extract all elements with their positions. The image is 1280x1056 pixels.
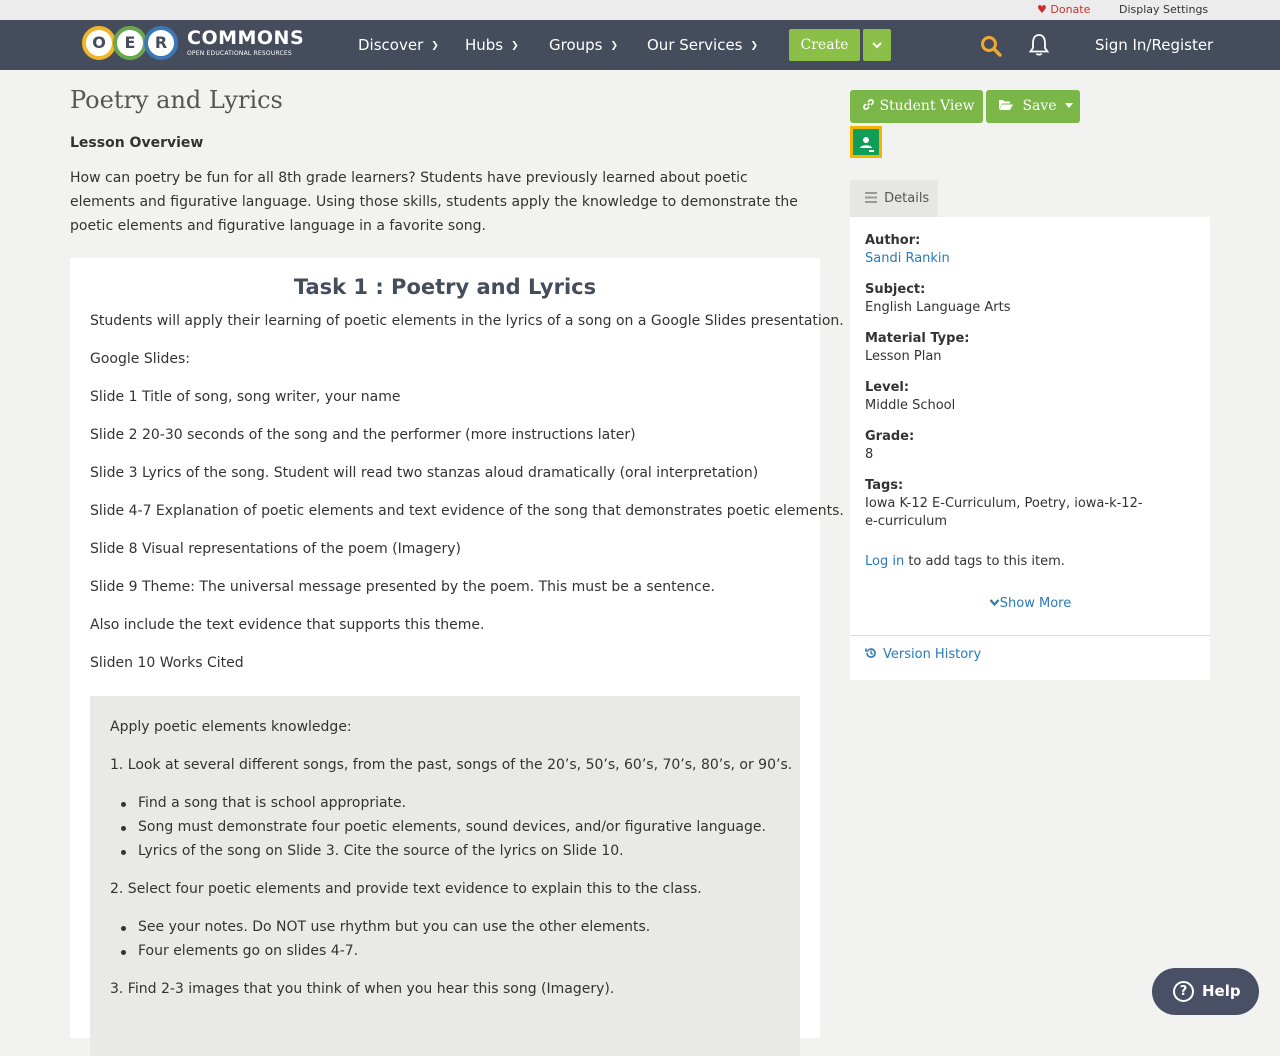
details-divider bbox=[850, 635, 1210, 636]
folder-open-icon bbox=[998, 99, 1014, 111]
question-circle-icon: ? bbox=[1173, 981, 1194, 1002]
login-link[interactable]: Log in bbox=[865, 554, 905, 569]
author-label: Author: bbox=[865, 233, 921, 248]
sign-in-register-link[interactable]: Sign In/Register bbox=[1095, 36, 1214, 54]
chevron-down-icon bbox=[871, 39, 883, 51]
create-button[interactable]: Create bbox=[789, 29, 860, 61]
list-item: See your notes. Do NOT use rhythm but you can use the other elements. bbox=[138, 919, 651, 935]
instructions-box bbox=[90, 696, 800, 1056]
heart-icon: ♥ bbox=[1037, 3, 1047, 16]
login-suffix: to add tags to this item. bbox=[904, 554, 1065, 569]
list-item: Four elements go on slides 4-7. bbox=[138, 943, 359, 959]
nav-our-services[interactable] bbox=[647, 36, 758, 54]
chevron-down-icon: ❯ bbox=[511, 41, 519, 51]
task-paragraph: Slide 8 Visual representations of the poem (Imagery) bbox=[90, 541, 461, 557]
task-content-card bbox=[70, 258, 844, 1038]
classroom-icon-inner bbox=[853, 129, 879, 155]
student-view-label: Student View bbox=[879, 98, 975, 114]
task-paragraph: Slide 2 20-30 seconds of the song and the performer (more instructions later) bbox=[90, 427, 636, 443]
nav-groups-label: Groups bbox=[549, 36, 603, 54]
show-more-label: Show More bbox=[999, 596, 1072, 611]
google-classroom-share-icon[interactable] bbox=[850, 126, 882, 158]
author-value bbox=[865, 250, 1185, 268]
box-step-2: 2. Select four poetic elements and provide text evidence to explain this to the class. bbox=[110, 881, 702, 897]
task-paragraph: Students will apply their learning of poetic elements in the lyrics of a song on a Google Slides presentation. bbox=[90, 313, 844, 329]
box-intro: Apply poetic elements knowledge: bbox=[110, 719, 352, 735]
level-label: Level: bbox=[865, 380, 910, 395]
nav-discover-label: Discover bbox=[358, 36, 424, 54]
tab-details[interactable] bbox=[850, 180, 938, 218]
chevron-down-icon bbox=[989, 598, 1000, 607]
donate-label: Donate bbox=[1050, 3, 1091, 16]
search-icon[interactable] bbox=[980, 35, 1002, 57]
list-item: Find a song that is school appropriate. bbox=[138, 795, 407, 811]
logo-letter-r: R bbox=[144, 26, 178, 60]
page-title: Poetry and Lyrics bbox=[70, 86, 283, 114]
chevron-down-icon: ❯ bbox=[431, 41, 439, 51]
task-paragraph: Slide 1 Title of song, song writer, your name bbox=[90, 389, 401, 405]
level-value: Middle School bbox=[865, 398, 956, 413]
create-dropdown-toggle[interactable] bbox=[863, 29, 891, 61]
bell-icon[interactable] bbox=[1028, 33, 1050, 57]
nav-hubs-label: Hubs bbox=[465, 36, 504, 54]
grade-label: Grade: bbox=[865, 429, 915, 444]
list-icon bbox=[865, 192, 877, 203]
task-paragraph: Sliden 10 Works Cited bbox=[90, 655, 244, 671]
subject-value: English Language Arts bbox=[865, 300, 1011, 315]
nav-our-services-label: Our Services bbox=[647, 36, 743, 54]
task-paragraph: Slide 3 Lyrics of the song. Student will read two stanzas aloud dramatically (oral interpretation) bbox=[90, 465, 759, 481]
author-link[interactable]: Sandi Rankin bbox=[865, 251, 950, 266]
tags-value: Iowa K-12 E-Curriculum, Poetry, iowa-k-12-e-curriculum bbox=[865, 496, 1143, 529]
nav-groups[interactable] bbox=[549, 36, 618, 54]
donate-link[interactable] bbox=[1037, 3, 1090, 16]
help-button[interactable] bbox=[1152, 968, 1259, 1015]
subject-label: Subject: bbox=[865, 282, 926, 297]
utility-bar bbox=[0, 0, 1280, 20]
material-type-label: Material Type: bbox=[865, 331, 970, 346]
nav-discover[interactable] bbox=[358, 36, 439, 54]
history-icon bbox=[865, 647, 877, 659]
oer-commons-logo[interactable] bbox=[82, 26, 305, 62]
material-type-value: Lesson Plan bbox=[865, 349, 942, 364]
save-button[interactable] bbox=[986, 90, 1080, 123]
save-label: Save bbox=[1022, 98, 1057, 114]
lesson-overview-text: How can poetry be fun for all 8th grade learners? Students have previously learned about poetic elements and figurative language. Using those skills, students apply the knowledge to demonstrate the poetic elements and figurative language in a favorite song. bbox=[70, 170, 798, 234]
chevron-down-icon: ❯ bbox=[610, 41, 619, 51]
task-paragraph: Slide 9 Theme: The universal message presented by the poem. This must be a sentence. bbox=[90, 579, 715, 595]
link-icon bbox=[862, 98, 875, 111]
list-item: Lyrics of the song on Slide 3. Cite the source of the lyrics on Slide 10. bbox=[138, 843, 624, 859]
details-panel bbox=[850, 217, 1210, 680]
tags-label: Tags: bbox=[865, 478, 904, 493]
task-title: Task 1 : Poetry and Lyrics bbox=[293, 275, 597, 299]
classroom-person-icon bbox=[853, 129, 879, 155]
logo-wordmark: COMMONS bbox=[187, 27, 305, 49]
version-history-link[interactable] bbox=[865, 647, 981, 662]
main-navbar bbox=[0, 20, 1280, 70]
logo-subtitle: OPEN EDUCATIONAL RESOURCES bbox=[187, 50, 292, 57]
box-step-3: 3. Find 2-3 images that you think of when you hear this song (Imagery). bbox=[110, 981, 615, 997]
grade-value: 8 bbox=[865, 447, 874, 462]
list-item: Song must demonstrate four poetic elements, sound devices, and/or figurative language. bbox=[138, 819, 766, 835]
login-to-tag-text bbox=[865, 553, 1185, 571]
logo-letter-o: O bbox=[82, 26, 116, 60]
version-history-label: Version History bbox=[883, 647, 982, 662]
lesson-overview-heading: Lesson Overview bbox=[70, 135, 204, 151]
task-paragraph: Slide 4-7 Explanation of poetic elements and text evidence of the song that demonstrates poetic elements. bbox=[90, 503, 844, 519]
help-label: Help bbox=[1202, 982, 1241, 1000]
student-view-button[interactable] bbox=[850, 90, 983, 123]
box-step-1: 1. Look at several different songs, from the past, songs of the 20’s, 50’s, 60’s, 70’s, 80’s, or 90’s. bbox=[110, 757, 793, 773]
show-more-link[interactable] bbox=[850, 596, 1210, 611]
caret-down-icon bbox=[1065, 103, 1073, 108]
display-settings-link[interactable]: Display Settings bbox=[1119, 3, 1209, 16]
logo-letter-e: E bbox=[113, 26, 147, 60]
task-paragraph: Also include the text evidence that supports this theme. bbox=[90, 617, 485, 633]
task-paragraph: Google Slides: bbox=[90, 351, 190, 367]
tab-details-label: Details bbox=[884, 191, 930, 206]
chevron-down-icon: ❯ bbox=[750, 41, 759, 51]
nav-hubs[interactable] bbox=[465, 36, 519, 54]
